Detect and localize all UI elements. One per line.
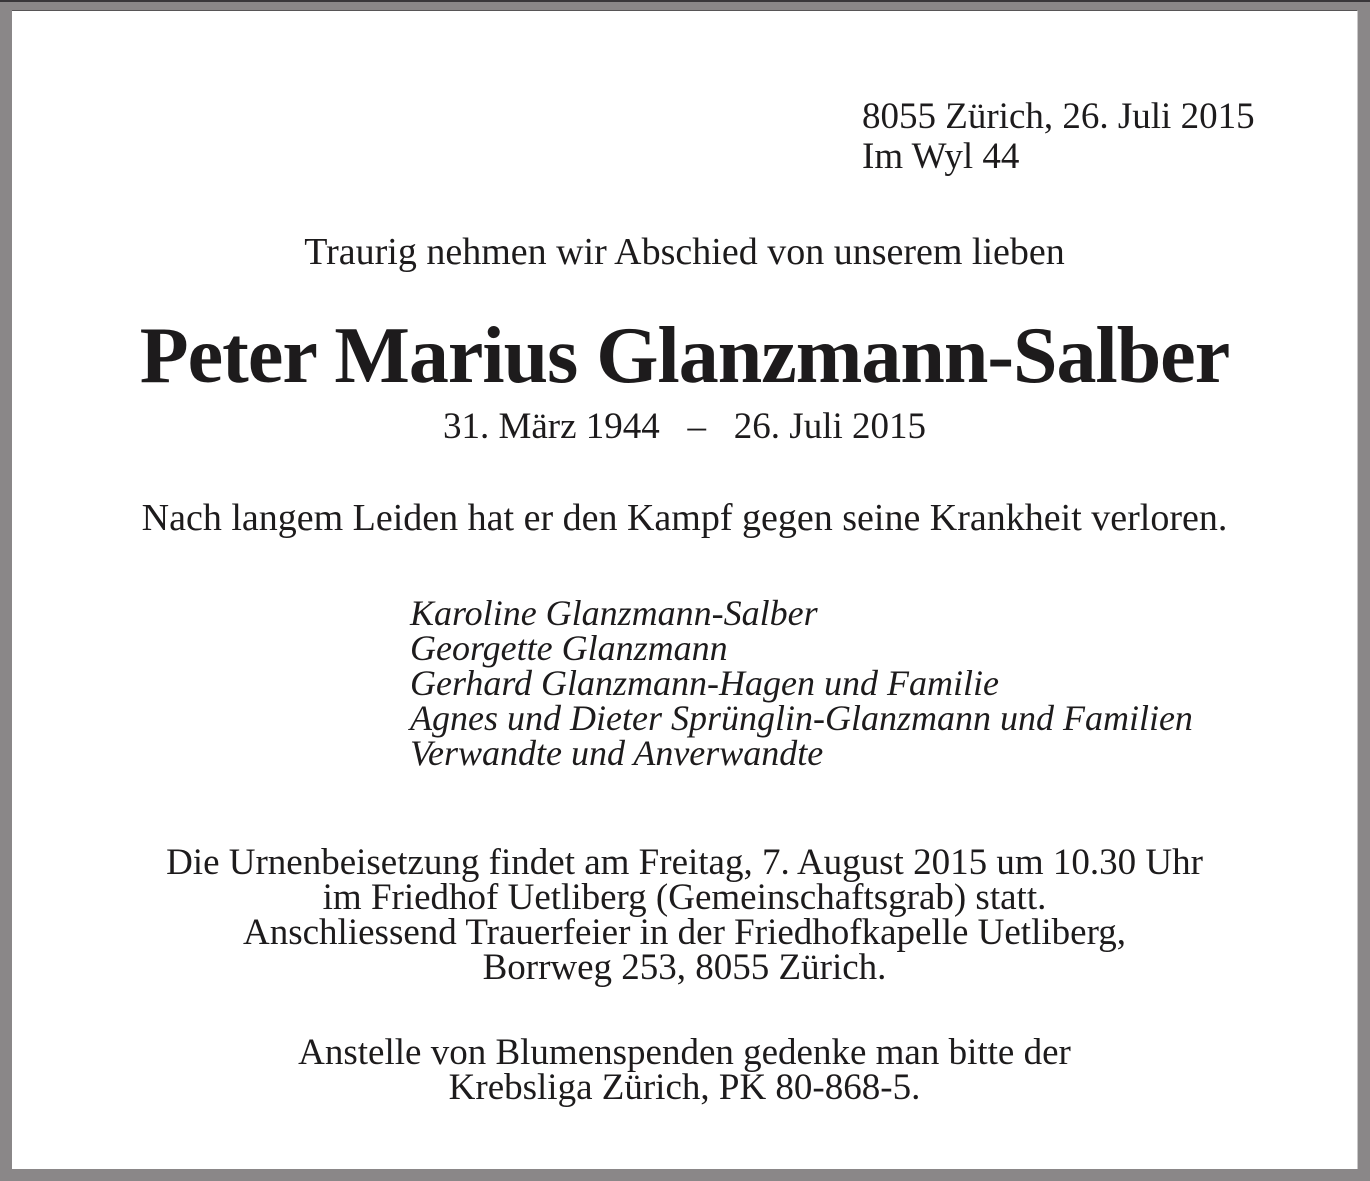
dateline-block (862, 97, 1255, 177)
funeral-details (12, 842, 1357, 988)
funeral-line: Anschliessend Trauerfeier in der Friedhofkapelle Uetliberg, (243, 912, 1126, 953)
dateline-street: Im Wyl 44 (862, 136, 1020, 177)
mourner-line: Georgette Glanzmann (410, 628, 728, 668)
death-notice-card (12, 10, 1358, 1169)
funeral-line: im Friedhof Uetliberg (Gemeinschaftsgrab) statt. (322, 877, 1047, 918)
intro-line: Traurig nehmen wir Abschied von unserem lieben (304, 231, 1065, 273)
mourner-line: Gerhard Glanzmann-Hagen und Familie (410, 663, 999, 703)
life-dates: 31. März 1944 – 26. Juli 2015 (442, 406, 927, 447)
donation-line: Krebsliga Zürich, PK 80-868-5. (448, 1067, 921, 1108)
donation-note (12, 1032, 1357, 1108)
mourner-line: Agnes und Dieter Sprünglin-Glanzmann und Familien (410, 698, 1193, 738)
funeral-line: Borrweg 253, 8055 Zürich. (482, 947, 887, 988)
funeral-line: Die Urnenbeisetzung findet am Freitag, 7. August 2015 um 10.30 Uhr (166, 842, 1203, 883)
mourner-line: Karoline Glanzmann-Salber (410, 593, 818, 633)
scan-frame-top-line (0, 0, 1370, 2)
dateline-city-date: 8055 Zürich, 26. Juli 2015 (862, 96, 1255, 137)
deceased-name: Peter Marius Glanzmann-Salber (139, 312, 1230, 400)
donation-line: Anstelle von Blumenspenden gedenke man bitte der (298, 1032, 1071, 1073)
mourner-line: Verwandte und Anverwandte (410, 733, 824, 773)
cause-line: Nach langem Leiden hat er den Kampf gegen seine Krankheit verloren. (141, 497, 1228, 539)
mourners-list (410, 593, 1193, 773)
